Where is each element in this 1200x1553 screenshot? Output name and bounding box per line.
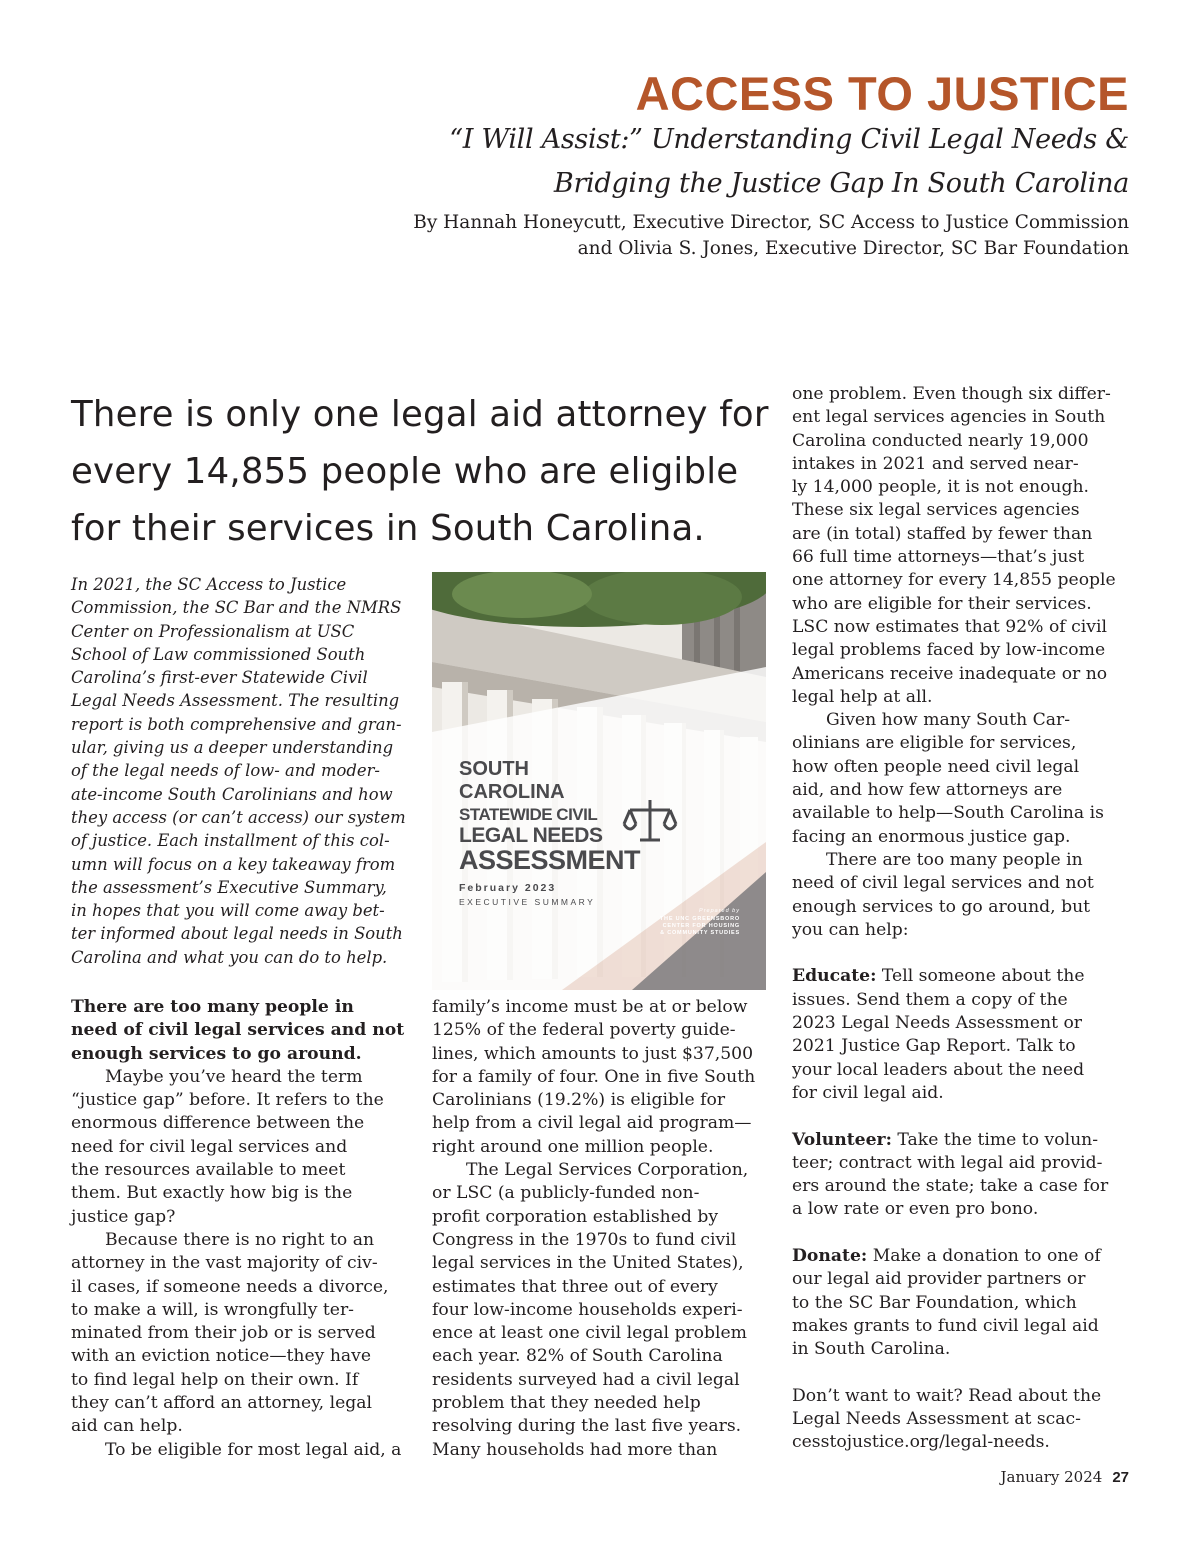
body-line: Americans receive inadequate or no xyxy=(792,663,1108,684)
intro-line: Commission, the SC Bar and the NMRS xyxy=(71,598,402,618)
intro-line: Carolina’s first-ever Statewide Civil xyxy=(71,668,368,688)
body-line: are (in total) staffed by fewer than xyxy=(792,523,1093,544)
issue-date: January 2024 xyxy=(1000,1468,1103,1486)
body-line: for civil legal aid. xyxy=(792,1082,944,1103)
body-line: LSC now estimates that 92% of civil xyxy=(792,616,1107,637)
pull-quote-line: every 14,855 people who are eligible xyxy=(71,451,739,492)
body-line: one problem. Even though six differ- xyxy=(792,384,1111,404)
intro-line: ate-income South Carolinians and how xyxy=(71,784,393,804)
cover-prepared-by: Prepared by xyxy=(699,908,740,914)
closing-line: Legal Needs Assessment at scac- xyxy=(792,1409,1081,1430)
body-line: they can’t afford an attorney, legal xyxy=(71,1393,372,1414)
body-line: right around one million people. xyxy=(432,1136,714,1157)
body-line: you can help: xyxy=(792,919,909,940)
body-line: our legal aid provider partners or xyxy=(792,1269,1086,1290)
body-line: who are eligible for their services. xyxy=(792,593,1092,614)
subheading-line: need of civil legal services and not xyxy=(71,1020,405,1041)
body-line: 2021 Justice Gap Report. Talk to xyxy=(792,1036,1076,1057)
intro-line: Center on Professionalism at USC xyxy=(71,621,355,641)
body-line: enough services to go around, but xyxy=(792,896,1091,917)
page-number: 27 xyxy=(1112,1469,1129,1486)
body-line: family’s income must be at or below xyxy=(432,997,748,1017)
body-line: Carolinians (19.2%) is eligible for xyxy=(432,1090,726,1111)
body-line: legal problems faced by low-income xyxy=(792,640,1106,661)
closing-line: Don’t want to wait? Read about the xyxy=(792,1385,1102,1406)
cover-title-line: STATEWIDE CIVIL xyxy=(459,805,598,824)
body-line: issues. Send them a copy of the xyxy=(792,989,1068,1010)
body-line: 2023 Legal Needs Assessment or xyxy=(792,1013,1083,1034)
cover-type: EXECUTIVE SUMMARY xyxy=(459,897,596,907)
intro-line: of the legal needs of low- and moder- xyxy=(71,761,380,781)
body-line: aid can help. xyxy=(71,1416,183,1437)
body-line: ence at least one civil legal problem xyxy=(432,1323,747,1344)
body-line: intakes in 2021 and served near- xyxy=(792,453,1079,474)
body-line: Many households had more than xyxy=(432,1439,718,1460)
body-line: aid, and how few attorneys are xyxy=(792,780,1063,801)
body-line: or LSC (a publicly-funded non- xyxy=(432,1183,700,1204)
cover-title-line: ASSESSMENT xyxy=(459,845,641,875)
body-line: 66 full time attorneys—that’s just xyxy=(792,547,1085,568)
body-line: attorney in the vast majority of civ- xyxy=(71,1253,378,1274)
donate-text: Make a donation to one of xyxy=(867,1245,1101,1266)
volunteer-line xyxy=(792,1129,1137,1152)
body-line: olinians are eligible for services, xyxy=(792,733,1077,754)
subheading-line: There are too many people in xyxy=(71,997,354,1017)
body-line: profit corporation established by xyxy=(432,1206,719,1227)
body-line: il cases, if someone needs a divorce, xyxy=(71,1276,389,1297)
paragraph-gap xyxy=(792,1361,1137,1384)
body-line: how often people need civil legal xyxy=(792,756,1080,777)
paragraph-gap xyxy=(792,1105,1137,1128)
body-line: enormous difference between the xyxy=(71,1113,365,1134)
pull-quote-line: for their services in South Carolina. xyxy=(71,508,705,549)
body-line: “justice gap” before. It refers to the xyxy=(71,1090,384,1111)
body-line: estimates that three out of every xyxy=(432,1276,718,1297)
intro-line: of justice. Each installment of this col- xyxy=(71,831,390,851)
paragraph-gap xyxy=(792,942,1137,965)
section-title: ACCESS TO JUSTICE xyxy=(635,67,1129,120)
body-line: The Legal Services Corporation, xyxy=(466,1160,749,1181)
cover-title-line: CAROLINA xyxy=(459,781,565,803)
intro-line: In 2021, the SC Access to Justice xyxy=(71,575,347,594)
body-column-1 xyxy=(71,996,416,1462)
body-line: facing an enormous justice gap. xyxy=(792,826,1071,847)
volunteer-label: Volunteer: xyxy=(792,1129,892,1150)
cover-title-line: LEGAL NEEDS xyxy=(459,824,603,847)
body-line: legal help at all. xyxy=(792,686,933,707)
cover-preparer-line: & COMMUNITY STUDIES xyxy=(660,930,740,936)
body-line: help from a civil legal aid program— xyxy=(432,1113,752,1134)
intro-line: Legal Needs Assessment. The resulting xyxy=(71,691,400,711)
body-line: need of civil legal services and not xyxy=(792,873,1094,894)
byline-line-1: By Hannah Honeycutt, Executive Director, SC Access to Justice Commission xyxy=(413,212,1129,233)
body-line: four low-income households experi- xyxy=(432,1299,743,1320)
body-line: residents surveyed had a civil legal xyxy=(432,1369,740,1390)
intro-line: ular, giving us a deeper understanding xyxy=(71,738,394,758)
body-line: a low rate or even pro bono. xyxy=(792,1199,1039,1220)
body-line: the resources available to meet xyxy=(71,1160,346,1181)
body-line: ent legal services agencies in South xyxy=(792,407,1106,428)
intro-line: report is both comprehensive and gran- xyxy=(71,714,402,734)
cover-date: February 2023 xyxy=(459,882,557,894)
paragraph-gap xyxy=(792,1222,1137,1245)
body-line: one attorney for every 14,855 people xyxy=(792,570,1116,591)
body-line: each year. 82% of South Carolina xyxy=(432,1346,723,1367)
educate-text: Tell someone about the xyxy=(876,966,1085,987)
byline-line-2: and Olivia S. Jones, Executive Director, SC Bar Foundation xyxy=(577,238,1129,259)
body-line: Congress in the 1970s to fund civil xyxy=(432,1229,737,1250)
body-line: Given how many South Car- xyxy=(826,710,1071,731)
body-line: available to help—South Carolina is xyxy=(792,803,1104,824)
pull-quote xyxy=(71,386,769,557)
body-line: There are too many people in xyxy=(826,849,1083,870)
body-column-3 xyxy=(792,383,1137,1455)
body-line: justice gap? xyxy=(71,1206,176,1227)
pull-quote-line: There is only one legal aid attorney for xyxy=(71,394,769,435)
body-line: Maybe you’ve heard the term xyxy=(105,1066,363,1087)
body-line: teer; contract with legal aid provid- xyxy=(792,1152,1103,1173)
body-column-2 xyxy=(432,996,777,1462)
report-cover-image xyxy=(432,572,766,990)
donate-label: Donate: xyxy=(792,1245,868,1266)
body-line: for a family of four. One in five South xyxy=(432,1066,756,1087)
body-line: ly 14,000 people, it is not enough. xyxy=(792,477,1090,498)
body-line: ers around the state; take a case for xyxy=(792,1176,1109,1197)
intro-line: umn will focus on a key takeaway from xyxy=(71,854,396,874)
intro-line: Carolina and what you can do to help. xyxy=(71,947,388,967)
body-line: minated from their job or is served xyxy=(71,1323,376,1344)
cover-preparer-line: CENTER FOR HOUSING xyxy=(662,923,740,929)
body-line: them. But exactly how big is the xyxy=(71,1183,353,1204)
article-title-line-1: “I Will Assist:” Understanding Civil Legal Needs & xyxy=(449,124,1129,155)
intro-line: ter informed about legal needs in South xyxy=(71,924,403,944)
body-line: with an eviction notice—they have xyxy=(71,1346,372,1367)
cover-title-line: SOUTH xyxy=(459,758,529,780)
page-footer xyxy=(1001,1468,1130,1486)
body-line: To be eligible for most legal aid, a xyxy=(105,1439,402,1460)
body-line: in South Carolina. xyxy=(792,1339,951,1360)
intro-line: they access (or can’t access) our system xyxy=(71,807,406,827)
educate-line xyxy=(792,965,1137,988)
body-line: to the SC Bar Foundation, which xyxy=(792,1292,1077,1313)
body-line: need for civil legal services and xyxy=(71,1136,348,1157)
cover-preparer-line: THE UNC GREENSBORO xyxy=(659,916,740,922)
body-line: problem that they needed help xyxy=(432,1393,701,1414)
body-line: 125% of the federal poverty guide- xyxy=(432,1020,736,1041)
body-line: to find legal help on their own. If xyxy=(71,1369,359,1390)
article-title-line-2: Bridging the Justice Gap In South Carolina xyxy=(553,168,1129,199)
body-line: your local leaders about the need xyxy=(792,1059,1085,1080)
body-line: resolving during the last five years. xyxy=(432,1416,742,1437)
body-line: lines, which amounts to just $37,500 xyxy=(432,1043,754,1064)
intro-line: in hopes that you will come away bet- xyxy=(71,901,385,921)
body-line: Carolina conducted nearly 19,000 xyxy=(792,430,1089,451)
body-line: Because there is no right to an xyxy=(105,1229,375,1250)
body-line: legal services in the United States), xyxy=(432,1253,744,1274)
donate-line xyxy=(792,1245,1137,1268)
volunteer-text: Take the time to volun- xyxy=(891,1129,1099,1150)
body-line: to make a will, is wrongfully ter- xyxy=(71,1299,354,1320)
intro-paragraph xyxy=(71,573,416,969)
educate-label: Educate: xyxy=(792,966,877,987)
intro-line: the assessment’s Executive Summary, xyxy=(71,877,387,897)
body-line: These six legal services agencies xyxy=(792,500,1080,521)
body-line: makes grants to fund civil legal aid xyxy=(792,1315,1099,1336)
closing-link-line: cesstojustice.org/legal-needs. xyxy=(792,1432,1050,1453)
subheading-line: enough services to go around. xyxy=(71,1043,362,1064)
intro-line: School of Law commissioned South xyxy=(71,644,366,664)
